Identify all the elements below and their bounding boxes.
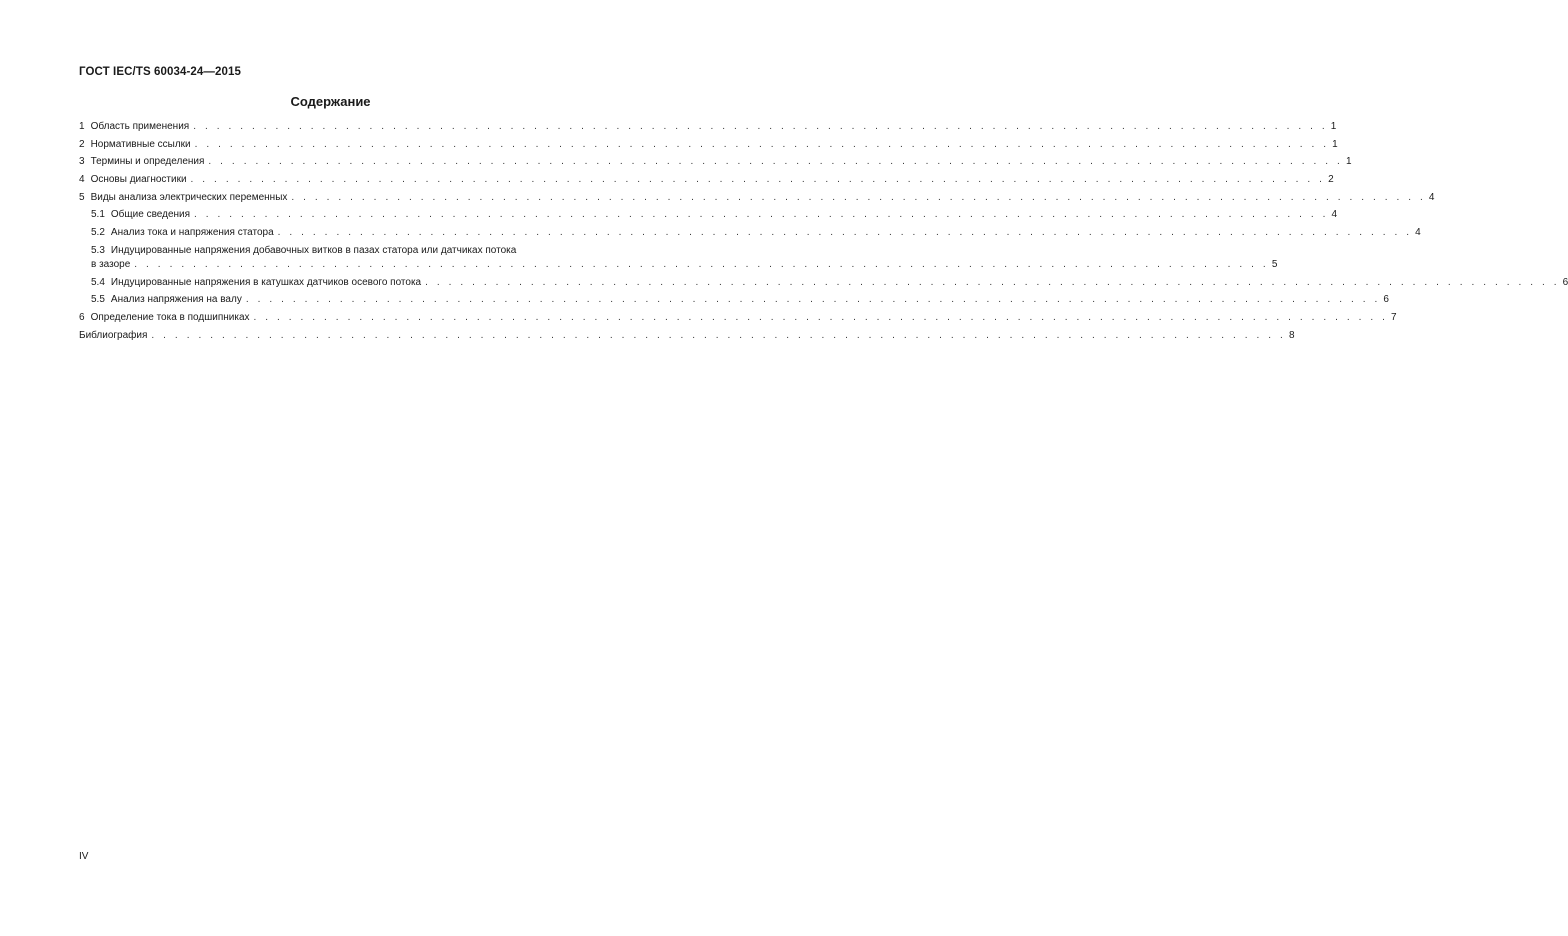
toc-entry-number: 4 xyxy=(79,174,85,186)
toc-entry-page: 2 xyxy=(1328,174,1334,186)
toc-entry-label: Определение тока в подшипниках xyxy=(90,311,250,323)
toc-leader-dots: . . . . . . . . . . . . . . . . . . . . . . . . . . . . . . . . . . . . . . . . . . . . . . . . . . . . . . . . . . . . . . . . . . . . . . . . . . . . . . . . . . . . . . . . . . . . . . . . . xyxy=(194,138,1330,150)
toc-leader-dots: . . . . . . . . . . . . . . . . . . . . . . . . . . . . . . . . . . . . . . . . . . . . . . . . . . . . . . . . . . . . . . . . . . . . . . . . . . . . . . . . . . . . . . . . . . . . . . . . . xyxy=(253,311,1389,323)
toc-entry-number: 5.4 xyxy=(91,276,105,288)
toc-entry[interactable] xyxy=(79,138,1338,151)
toc-entry-page: 8 xyxy=(1288,329,1295,341)
toc-entry-number: 1 xyxy=(79,121,85,132)
toc-entry-page: 4 xyxy=(1331,209,1338,221)
toc-entry[interactable] xyxy=(79,276,1568,289)
toc-entry-number: 5.1 xyxy=(91,209,105,221)
toc-entry-number: 5 xyxy=(79,191,85,203)
toc-entry-label: Область применения xyxy=(90,121,190,132)
toc-entry-page: 1 xyxy=(1332,138,1338,150)
toc-entry[interactable] xyxy=(79,156,1352,168)
toc-entry-page: 6 xyxy=(1383,294,1389,306)
toc-entry[interactable] xyxy=(79,311,1397,324)
toc-entry-label: Виды анализа электрических переменных xyxy=(90,191,288,203)
toc-entry-label: Анализ напряжения на валу xyxy=(110,294,242,306)
toc-entry-page: 4 xyxy=(1415,227,1421,239)
toc-entry-label: Нормативные ссылки xyxy=(90,138,191,150)
toc-entry-label: Индуцированные напряжения добавочных витков в пазах статора или датчиках потока xyxy=(110,244,517,256)
toc-leader-dots: . . . . . . . . . . . . . . . . . . . . . . . . . . . . . . . . . . . . . . . . . . . . . . . . . . . . . . . . . . . . . . . . . . . . . . . . . . . . . . . . . . . . . . . . . . . . . . . . . xyxy=(134,258,1269,270)
toc-entry-page: 1 xyxy=(1330,121,1337,132)
toc-entry-label: Общие сведения xyxy=(110,209,191,221)
toc-entry-label-continuation: в зазоре xyxy=(91,258,131,270)
toc-entry[interactable] xyxy=(79,191,1435,204)
toc-leader-dots: . . . . . . . . . . . . . . . . . . . . . . . . . . . . . . . . . . . . . . . . . . . . . . . . . . . . . . . . . . . . . . . . . . . . . . . . . . . . . . . . . . . . . . . . . . . . . . . . . xyxy=(425,276,1560,288)
toc-entry-number: 2 xyxy=(79,138,85,150)
toc-entry-page: 4 xyxy=(1428,191,1435,203)
toc-entry-number: 5.5 xyxy=(91,294,105,306)
toc-leader-dots: . . . . . . . . . . . . . . . . . . . . . . . . . . . . . . . . . . . . . . . . . . . . . . . . . . . . . . . . . . . . . . . . . . . . . . . . . . . . . . . . . . . . . . . . . . . . . . . . . xyxy=(193,121,1328,132)
toc-entry[interactable] xyxy=(79,244,1278,271)
toc-entry-label: Анализ тока и напряжения статора xyxy=(110,227,274,239)
toc-title: Содержание xyxy=(290,94,371,109)
toc-entry-label: Термины и определения xyxy=(90,156,205,168)
toc-entry-page: 1 xyxy=(1345,156,1352,168)
toc-leader-dots: . . . . . . . . . . . . . . . . . . . . . . . . . . . . . . . . . . . . . . . . . . . . . . . . . . . . . . . . . . . . . . . . . . . . . . . . . . . . . . . . . . . . . . . . . . . . . . . . . xyxy=(194,209,1329,221)
toc-entry-page: 7 xyxy=(1391,311,1397,323)
toc-entry[interactable] xyxy=(79,174,1334,186)
toc-leader-dots: . . . . . . . . . . . . . . . . . . . . . . . . . . . . . . . . . . . . . . . . . . . . . . . . . . . . . . . . . . . . . . . . . . . . . . . . . . . . . . . . . . . . . . . . . . . . . . . . . xyxy=(245,294,1381,306)
document-code: ГОСТ IEC/TS 60034-24—2015 xyxy=(79,66,241,78)
page-number: IV xyxy=(79,851,89,862)
toc-entry-page: 5 xyxy=(1271,258,1278,270)
toc-entry-label: Библиография xyxy=(79,329,148,341)
toc-leader-dots: . . . . . . . . . . . . . . . . . . . . . . . . . . . . . . . . . . . . . . . . . . . . . . . . . . . . . . . . . . . . . . . . . . . . . . . . . . . . . . . . . . . . . . . . . . . . . . . . . xyxy=(151,329,1286,341)
toc-entry[interactable] xyxy=(79,329,1295,342)
toc-entry-label: Индуцированные напряжения в катушках датчиков осевого потока xyxy=(110,276,422,288)
toc-entry[interactable] xyxy=(79,121,1337,133)
toc-entry[interactable] xyxy=(79,294,1389,306)
table-of-contents xyxy=(79,121,1568,347)
toc-entry-page: 6 xyxy=(1562,276,1568,288)
toc-leader-dots: . . . . . . . . . . . . . . . . . . . . . . . . . . . . . . . . . . . . . . . . . . . . . . . . . . . . . . . . . . . . . . . . . . . . . . . . . . . . . . . . . . . . . . . . . . . . . . . . . xyxy=(208,156,1343,168)
toc-entry-number: 3 xyxy=(79,156,85,168)
toc-entry-label: Основы диагностики xyxy=(90,174,187,186)
toc-entry-number: 5.3 xyxy=(91,244,105,256)
toc-entry[interactable] xyxy=(79,209,1338,221)
toc-entry-number: 5.2 xyxy=(91,227,105,239)
toc-leader-dots: . . . . . . . . . . . . . . . . . . . . . . . . . . . . . . . . . . . . . . . . . . . . . . . . . . . . . . . . . . . . . . . . . . . . . . . . . . . . . . . . . . . . . . . . . . . . . . . . . xyxy=(277,227,1413,239)
toc-leader-dots: . . . . . . . . . . . . . . . . . . . . . . . . . . . . . . . . . . . . . . . . . . . . . . . . . . . . . . . . . . . . . . . . . . . . . . . . . . . . . . . . . . . . . . . . . . . . . . . . . xyxy=(291,191,1426,203)
toc-leader-dots: . . . . . . . . . . . . . . . . . . . . . . . . . . . . . . . . . . . . . . . . . . . . . . . . . . . . . . . . . . . . . . . . . . . . . . . . . . . . . . . . . . . . . . . . . . . . . . . . . xyxy=(190,174,1326,186)
toc-entry-number: 6 xyxy=(79,311,85,323)
toc-entry[interactable] xyxy=(79,227,1421,239)
